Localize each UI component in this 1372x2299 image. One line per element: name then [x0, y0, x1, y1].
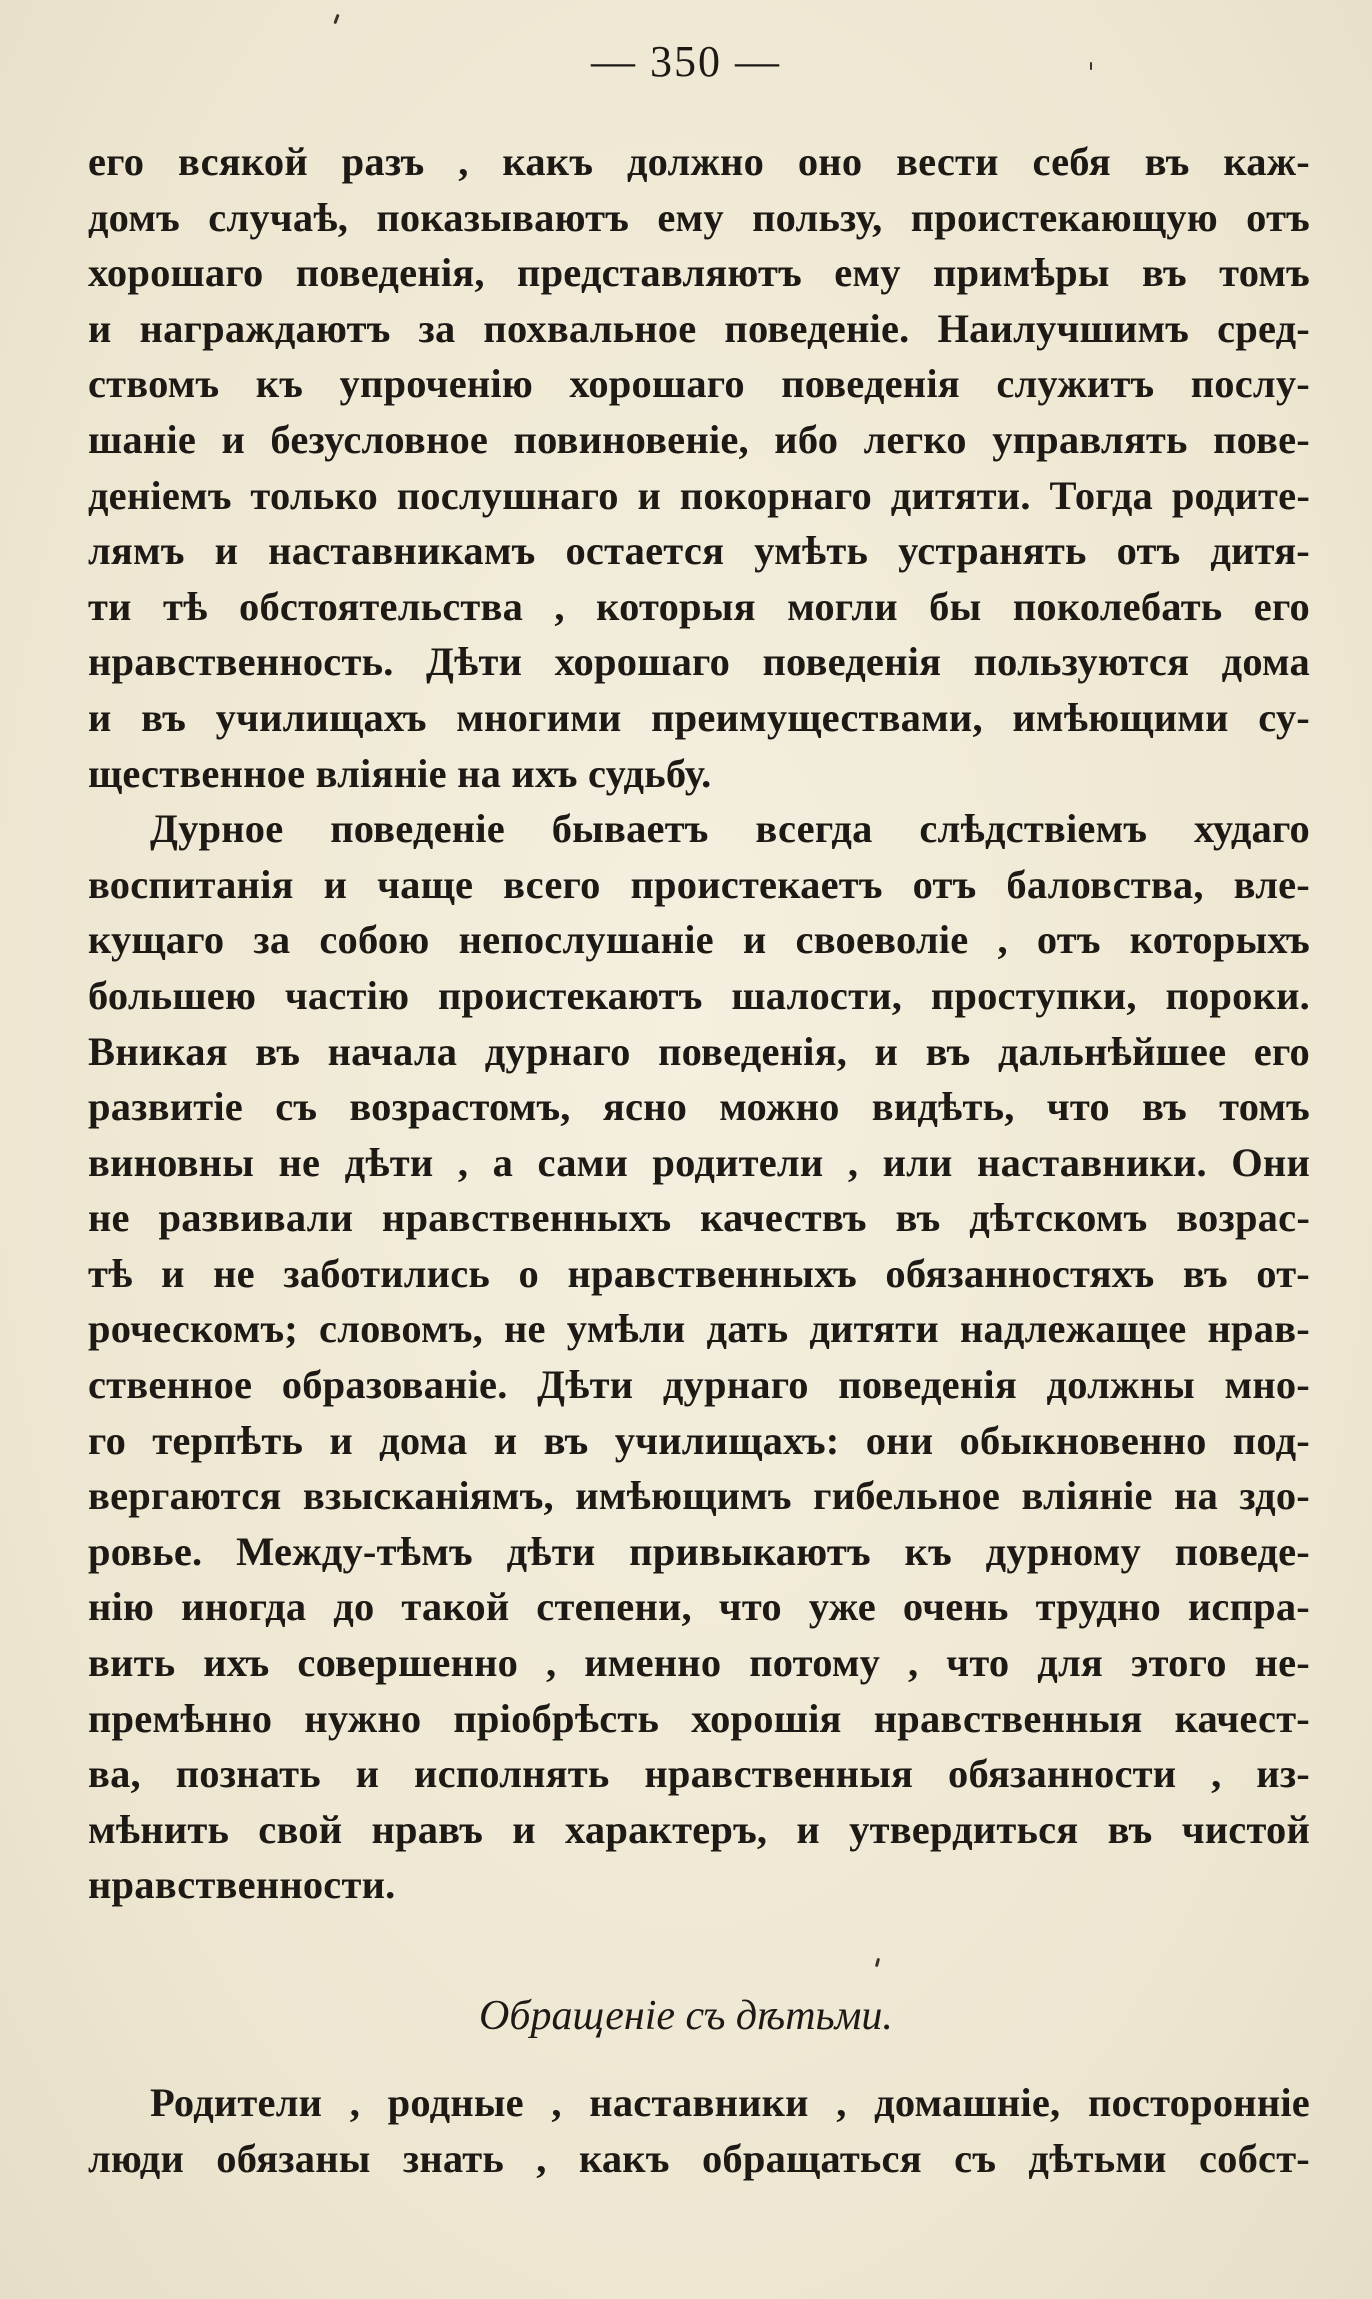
text-line: тѣ и не заботились о нравственныхъ обязанностяхъ въ от- [88, 1250, 1310, 1296]
text-line: и награждаютъ за похвальное поведеніе. Наилучшимъ сред- [88, 305, 1310, 351]
paragraph-1 [88, 134, 1310, 1913]
text-line: нію иногда до такой степени, что уже очень трудно испра- [88, 1584, 1310, 1630]
text-line: не развивали нравственныхъ качествъ въ дѣтскомъ возрас- [88, 1195, 1310, 1241]
text-line: кущаго за собою непослушаніе и своеволіе , отъ которыхъ [88, 917, 1310, 963]
section-heading: Обращеніе съ дѣтьми. [479, 1993, 893, 2039]
text-line: большею частію проистекаютъ шалости, проступки, пороки. [88, 972, 1310, 1018]
text-line: го терпѣть и дома и въ училищахъ: они обыкновенно под- [88, 1417, 1310, 1463]
text-line: развитіе съ возрастомъ, ясно можно видѣть, что въ томъ [88, 1084, 1310, 1130]
ink-speck [875, 1958, 880, 1967]
text-line: мѣнить свой нравъ и характеръ, и утвердиться въ чистой [88, 1806, 1310, 1852]
text-line: Родители , родные , наставники , домашніе, посторонніе [150, 2080, 1310, 2125]
text-line: вить ихъ совершенно , именно потому , что для этого не- [88, 1640, 1310, 1686]
text-line: ровье. Между-тѣмъ дѣти привыкаютъ къ дурному поведе- [88, 1528, 1310, 1574]
text-line: воспитанія и чаще всего проистекаетъ отъ баловства, вле- [88, 861, 1310, 907]
text-line: ва, познать и исполнять нравственныя обязанности , из- [88, 1751, 1310, 1797]
text-line: лямъ и наставникамъ остается умѣть устранять отъ дитя- [88, 528, 1310, 574]
text-line: его всякой разъ , какъ должно оно вести себя въ каж- [88, 139, 1310, 184]
text-line: ственное образованіе. Дѣти дурнаго поведенія должны мно- [88, 1362, 1310, 1408]
text-line: роческомъ; словомъ, не умѣли дать дитяти надлежащее нрав- [88, 1306, 1310, 1352]
ink-speck [333, 14, 339, 24]
text-line: вергаются взысканіямъ, имѣющимъ гибельное вліяніе на здо- [88, 1473, 1310, 1519]
text-line: ти тѣ обстоятельства , которыя могли бы поколебать его [88, 583, 1310, 629]
text-line: премѣнно нужно пріобрѣсть хорошія нравственныя качест- [88, 1695, 1310, 1741]
page-number: — 350 — [591, 37, 781, 86]
text-line: домъ случаѣ, показываютъ ему пользу, проистекающую отъ [88, 194, 1310, 240]
text-line: ствомъ къ упроченію хорошаго поведенія служитъ послу- [88, 361, 1310, 407]
text-line: шаніе и безусловное повиновеніе, ибо легко управлять пове- [88, 416, 1310, 462]
text-line: Вникая въ начала дурнаго поведенія, и въ дальнѣйшее его [88, 1028, 1310, 1074]
text-line: деніемъ только послушнаго и покорнаго дитяти. Тогда родите- [88, 472, 1310, 518]
text-line: и въ училищахъ многими преимуществами, имѣющими су- [88, 694, 1310, 740]
paragraph-3 [88, 2075, 1310, 2186]
text-line: нравственности. [88, 1862, 396, 1908]
text-line: нравственность. Дѣти хорошаго поведенія пользуются дома [88, 639, 1310, 685]
text-line: виновны не дѣти , а сами родители , или наставники. Они [88, 1139, 1310, 1185]
text-line: хорошаго поведенія, представляютъ ему примѣры въ томъ [88, 250, 1310, 296]
text-line: люди обязаны знать , какъ обращаться съ дѣтьми собст- [88, 2135, 1310, 2181]
text-line: щественное вліяніе на ихъ судьбу. [88, 750, 712, 796]
text-line: Дурное поведеніе бываетъ всегда слѣдствіемъ худаго [150, 806, 1310, 852]
